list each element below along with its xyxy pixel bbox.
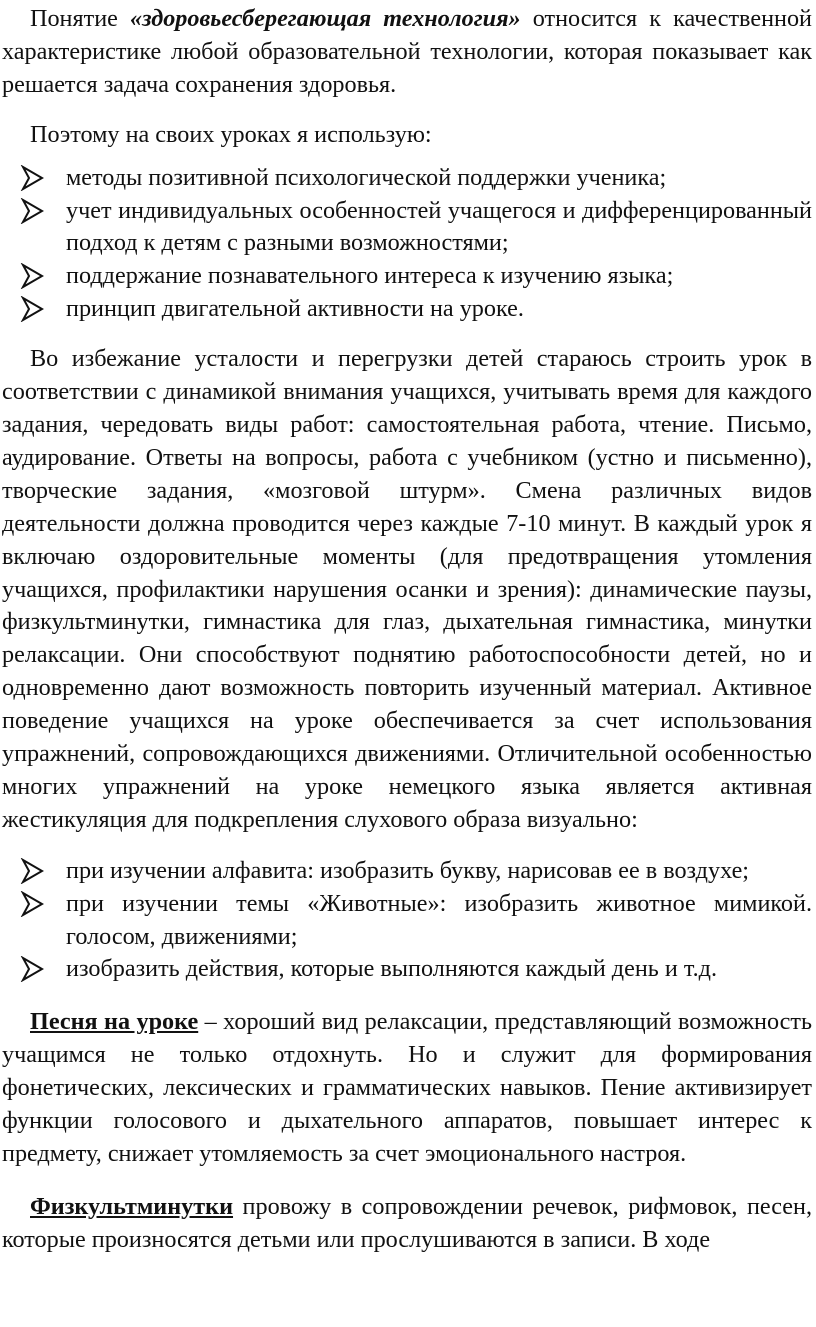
intro-term: «здоровьесберегающая технология»	[129, 5, 521, 32]
list-item	[2, 195, 812, 261]
list-item	[2, 953, 812, 986]
list-item-text: изобразить действия, которые выполняются каждый день и т.д.	[66, 955, 718, 983]
list-item-text: при изучении алфавита: изобразить букву, нарисовав ее в воздухе;	[66, 856, 750, 884]
arrowhead-bullet-icon	[20, 198, 46, 224]
gesture-list	[2, 855, 812, 987]
list1-intro: Поэтому на своих уроках я использую:	[30, 120, 432, 148]
list-item	[2, 293, 812, 326]
physical-paragraph	[2, 1191, 812, 1257]
song-term: Песня на уроке	[30, 1008, 199, 1036]
arrowhead-bullet-icon	[20, 296, 46, 322]
intro-post: относится к качественной характеристике любой образовательной технологии, которая показывает как решается задача сохранения здоровья.	[2, 5, 812, 98]
list-item-text: принцип двигательной активности на уроке.	[66, 295, 524, 323]
list-item	[2, 162, 812, 195]
activity-paragraph: Во избежание усталости и перегрузки детей стараюсь строить урок в соответствии с динамикой внимания учащихся, учитывать время для каждого задания, чередовать виды работ: самостоятельная работа, чтение. Письмо, аудирование. Ответы на вопросы, работа с учебником (устно и письменно), творческие задания, «мозговой штурм». Смена различных видов деятельности должна проводится через каждые 7-10 минут. В каждый урок я включаю оздоровительные моменты (для предотвращения утомления учащихся, профилактики нарушения осанки и зрения): динамические паузы, физкультминутки, гимнастика для глаз, дыхательная гимнастика, минутки релаксации. Они способствуют поднятию работоспособности детей, но и одновременно дают возможность повторить изученный материал. Активное поведение учащихся на уроке обеспечивается за счет использования упражнений, сопровождающихся движениями. Отличительной особенностью многих упражнений на уроке немецкого языка является активная жестикуляция для подкрепления слухового образа визуально:	[2, 345, 812, 833]
song-paragraph	[2, 1006, 812, 1171]
arrowhead-bullet-icon	[20, 956, 46, 982]
song-text: – хороший вид релаксации, представляющий возможность учащимся не только отдохнуть. Но и служит для формирования фонетических, лексических и грамматических навыков. Пение активизирует функции голосового и дыхательного аппаратов, повышает интерес к предмету, снижает утомляемость за счет эмоционального настроя.	[2, 1008, 813, 1167]
list-item	[2, 260, 812, 293]
methods-list	[2, 162, 812, 327]
arrowhead-bullet-icon	[20, 891, 46, 917]
list-item	[2, 855, 812, 888]
list-item	[2, 888, 812, 954]
physical-text: провожу в сопровождении речевок, рифмовок, песен, которые произносятся детьми или прослушиваются в записи. В ходе	[2, 1192, 812, 1253]
intro-pre: Понятие	[30, 5, 130, 32]
arrowhead-bullet-icon	[20, 858, 46, 884]
list-item-text: учет индивидуальных особенностей учащегося и дифференцированный подход к детям с разными возможностями;	[66, 196, 812, 257]
arrowhead-bullet-icon	[20, 165, 46, 191]
intro-paragraph	[2, 3, 812, 102]
physical-term: Физкультминутки	[30, 1192, 234, 1220]
list-item-text: методы позитивной психологической поддержки ученика;	[66, 163, 667, 191]
list-item-text: при изучении темы «Животные»: изобразить животное мимикой. голосом, движениями;	[66, 889, 812, 950]
arrowhead-bullet-icon	[20, 263, 46, 289]
list-item-text: поддержание познавательного интереса к изучению языка;	[66, 262, 674, 290]
